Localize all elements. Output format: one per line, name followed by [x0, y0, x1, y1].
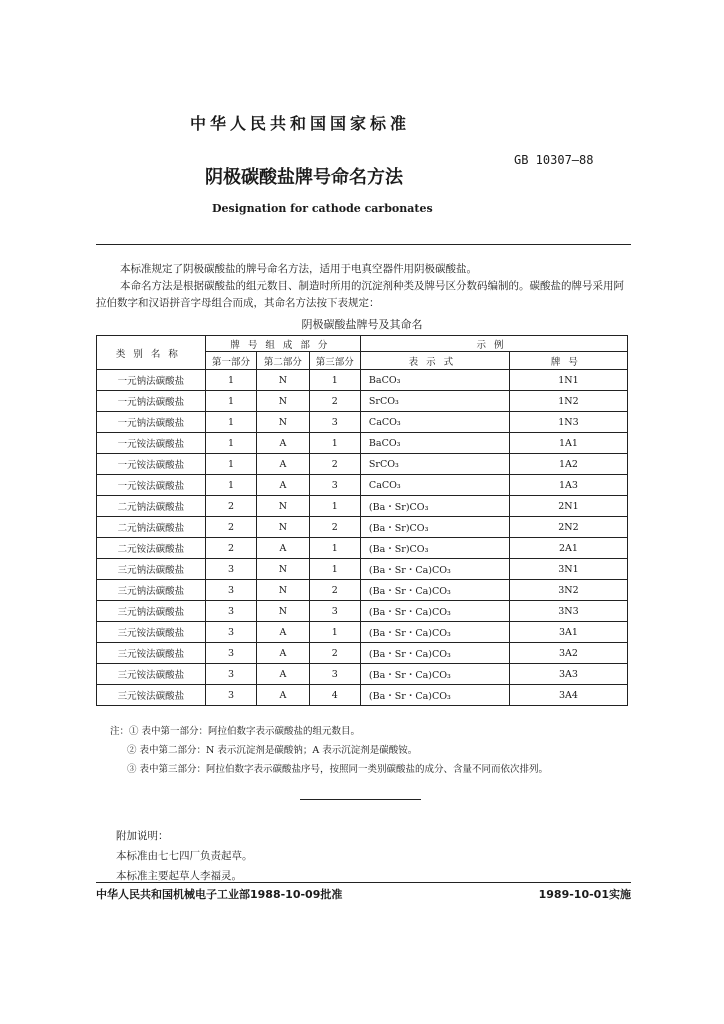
table-row — [97, 370, 628, 391]
cell-grade: 3A1 — [509, 622, 627, 643]
cell-grade: 3N2 — [509, 580, 627, 601]
cell-name: 一元钠法碳酸盐 — [97, 391, 206, 412]
cell-part3: 2 — [309, 580, 360, 601]
header-grade: 牌号 — [509, 352, 627, 370]
cell-grade: 3A4 — [509, 685, 627, 706]
cell-formula: SrCO₃ — [360, 454, 509, 475]
cell-name: 三元钠法碳酸盐 — [97, 580, 206, 601]
cell-part1: 3 — [205, 559, 256, 580]
cell-part1: 2 — [205, 496, 256, 517]
cell-grade: 1N1 — [509, 370, 627, 391]
cell-part3: 1 — [309, 433, 360, 454]
cell-name: 三元铵法碳酸盐 — [97, 664, 206, 685]
cell-part3: 1 — [309, 622, 360, 643]
cell-part1: 1 — [205, 391, 256, 412]
cell-formula: (Ba・Sr・Ca)CO₃ — [360, 622, 509, 643]
header-part3: 第三部分 — [309, 352, 360, 370]
cell-part3: 3 — [309, 412, 360, 433]
cell-formula: (Ba・Sr)CO₃ — [360, 517, 509, 538]
table-row — [97, 622, 628, 643]
cell-formula: BaCO₃ — [360, 433, 509, 454]
table-row — [97, 412, 628, 433]
standard-number: GB 10307—88 — [514, 153, 594, 167]
cell-part3: 3 — [309, 601, 360, 622]
cell-formula: (Ba・Sr・Ca)CO₃ — [360, 559, 509, 580]
table-row — [97, 517, 628, 538]
cell-grade: 1A3 — [509, 475, 627, 496]
cell-grade: 1A1 — [509, 433, 627, 454]
table-row — [97, 496, 628, 517]
cell-formula: (Ba・Sr・Ca)CO₃ — [360, 643, 509, 664]
cell-part3: 1 — [309, 496, 360, 517]
cell-part2: A — [257, 538, 309, 559]
cell-part1: 3 — [205, 601, 256, 622]
cell-part2: N — [257, 412, 309, 433]
cell-part2: A — [257, 454, 309, 475]
table-row — [97, 559, 628, 580]
header-category-name: 类别名称 — [97, 336, 206, 370]
cell-part3: 1 — [309, 370, 360, 391]
cell-name: 一元铵法碳酸盐 — [97, 433, 206, 454]
cell-part3: 1 — [309, 538, 360, 559]
cell-part3: 4 — [309, 685, 360, 706]
cell-name: 三元铵法碳酸盐 — [97, 622, 206, 643]
table-row — [97, 538, 628, 559]
cell-name: 一元铵法碳酸盐 — [97, 454, 206, 475]
cell-part2: N — [257, 559, 309, 580]
section-divider — [300, 799, 421, 800]
cell-formula: (Ba・Sr・Ca)CO₃ — [360, 664, 509, 685]
cell-part1: 1 — [205, 454, 256, 475]
cell-part1: 1 — [205, 433, 256, 454]
cell-grade: 3A2 — [509, 643, 627, 664]
paragraph-method: 本命名方法是根据碳酸盐的组元数目、制造时所用的沉淀剂种类及牌号区分数码编制的。碳酸盐的牌号采用阿拉伯数字和汉语拼音字母组合而成，其命名方法按下表规定： — [96, 280, 624, 309]
paragraph-scope: 本标准规定了阴极碳酸盐的牌号命名方法，适用于电真空器件用阴极碳酸盐。 — [120, 263, 477, 275]
cell-formula: CaCO₃ — [360, 412, 509, 433]
header-example: 示例 — [360, 336, 627, 352]
table-row — [97, 685, 628, 706]
header-part1: 第一部分 — [205, 352, 256, 370]
national-standard-heading: 中华人民共和国国家标准 — [190, 114, 411, 133]
header-part2: 第二部分 — [257, 352, 309, 370]
cell-grade: 3N3 — [509, 601, 627, 622]
cell-part1: 3 — [205, 685, 256, 706]
cell-name: 三元钠法碳酸盐 — [97, 601, 206, 622]
table-row — [97, 643, 628, 664]
cell-grade: 2A1 — [509, 538, 627, 559]
cell-part3: 2 — [309, 454, 360, 475]
cell-formula: (Ba・Sr)CO₃ — [360, 538, 509, 559]
cell-part3: 2 — [309, 517, 360, 538]
cell-name: 一元钠法碳酸盐 — [97, 412, 206, 433]
table-notes — [110, 722, 630, 779]
cell-name: 三元铵法碳酸盐 — [97, 643, 206, 664]
cell-part2: N — [257, 391, 309, 412]
cell-part1: 2 — [205, 517, 256, 538]
cell-part2: N — [257, 496, 309, 517]
cell-name: 一元铵法碳酸盐 — [97, 475, 206, 496]
cell-grade: 2N1 — [509, 496, 627, 517]
cell-formula: (Ba・Sr)CO₃ — [360, 496, 509, 517]
cell-name: 三元铵法碳酸盐 — [97, 685, 206, 706]
appendix-heading: 附加说明： — [116, 830, 169, 842]
cell-formula: (Ba・Sr・Ca)CO₃ — [360, 580, 509, 601]
cell-name: 三元钠法碳酸盐 — [97, 559, 206, 580]
cell-part1: 2 — [205, 538, 256, 559]
cell-name: 二元铵法碳酸盐 — [97, 538, 206, 559]
cell-part1: 3 — [205, 643, 256, 664]
footer-divider — [96, 882, 631, 883]
designation-table — [96, 335, 628, 706]
note-3: ③ 表中第三部分：阿拉伯数字表示碳酸盐序号，按照同一类别碳酸盐的成分、含量不同而依次排列。 — [127, 764, 549, 775]
top-divider — [96, 244, 631, 245]
table-row — [97, 475, 628, 496]
table-row — [97, 433, 628, 454]
table-row — [97, 580, 628, 601]
cell-grade: 3N1 — [509, 559, 627, 580]
table-row — [97, 454, 628, 475]
cell-part1: 1 — [205, 370, 256, 391]
cell-part3: 2 — [309, 643, 360, 664]
header-composition: 牌号组成部分 — [205, 336, 360, 352]
cell-part3: 1 — [309, 559, 360, 580]
cell-formula: (Ba・Sr・Ca)CO₃ — [360, 601, 509, 622]
cell-formula: BaCO₃ — [360, 370, 509, 391]
cell-grade: 1A2 — [509, 454, 627, 475]
appendix-line-1: 本标准由七七四厂负责起草。 — [116, 850, 253, 862]
cell-grade: 2N2 — [509, 517, 627, 538]
document-title-english: Designation for cathode carbonates — [212, 202, 433, 215]
table-row — [97, 391, 628, 412]
cell-part2: N — [257, 580, 309, 601]
cell-part3: 3 — [309, 664, 360, 685]
cell-part2: N — [257, 601, 309, 622]
cell-part2: N — [257, 517, 309, 538]
document-title: 阴极碳酸盐牌号命名方法 — [205, 167, 403, 188]
cell-grade: 3A3 — [509, 664, 627, 685]
cell-grade: 1N2 — [509, 391, 627, 412]
header-representation: 表示式 — [360, 352, 509, 370]
note-1: 注：① 表中第一部分：阿拉伯数字表示碳酸盐的组元数目。 — [110, 726, 361, 737]
cell-formula: (Ba・Sr・Ca)CO₃ — [360, 685, 509, 706]
cell-part2: A — [257, 664, 309, 685]
implementation-date: 1989-10-01实施 — [538, 888, 631, 901]
cell-part1: 1 — [205, 475, 256, 496]
approval-statement: 中华人民共和国机械电子工业部1988-10-09批准 — [96, 888, 343, 901]
cell-name: 一元钠法碳酸盐 — [97, 370, 206, 391]
cell-part2: A — [257, 433, 309, 454]
cell-part2: A — [257, 475, 309, 496]
cell-grade: 1N3 — [509, 412, 627, 433]
cell-part1: 1 — [205, 412, 256, 433]
note-2: ② 表中第二部分：N 表示沉淀剂是碳酸钠；A 表示沉淀剂是碳酸铵。 — [127, 745, 418, 756]
table-row — [97, 601, 628, 622]
cell-name: 二元钠法碳酸盐 — [97, 496, 206, 517]
cell-part2: N — [257, 370, 309, 391]
cell-part3: 3 — [309, 475, 360, 496]
cell-part1: 3 — [205, 580, 256, 601]
cell-part2: A — [257, 643, 309, 664]
cell-part1: 3 — [205, 622, 256, 643]
cell-name: 二元钠法碳酸盐 — [97, 517, 206, 538]
cell-part2: A — [257, 685, 309, 706]
appendix-line-2: 本标准主要起草人李福灵。 — [116, 870, 242, 882]
table-caption: 阴极碳酸盐牌号及其命名 — [301, 318, 423, 331]
cell-formula: SrCO₃ — [360, 391, 509, 412]
cell-part2: A — [257, 622, 309, 643]
cell-part1: 3 — [205, 664, 256, 685]
cell-part3: 2 — [309, 391, 360, 412]
table-row — [97, 664, 628, 685]
cell-formula: CaCO₃ — [360, 475, 509, 496]
